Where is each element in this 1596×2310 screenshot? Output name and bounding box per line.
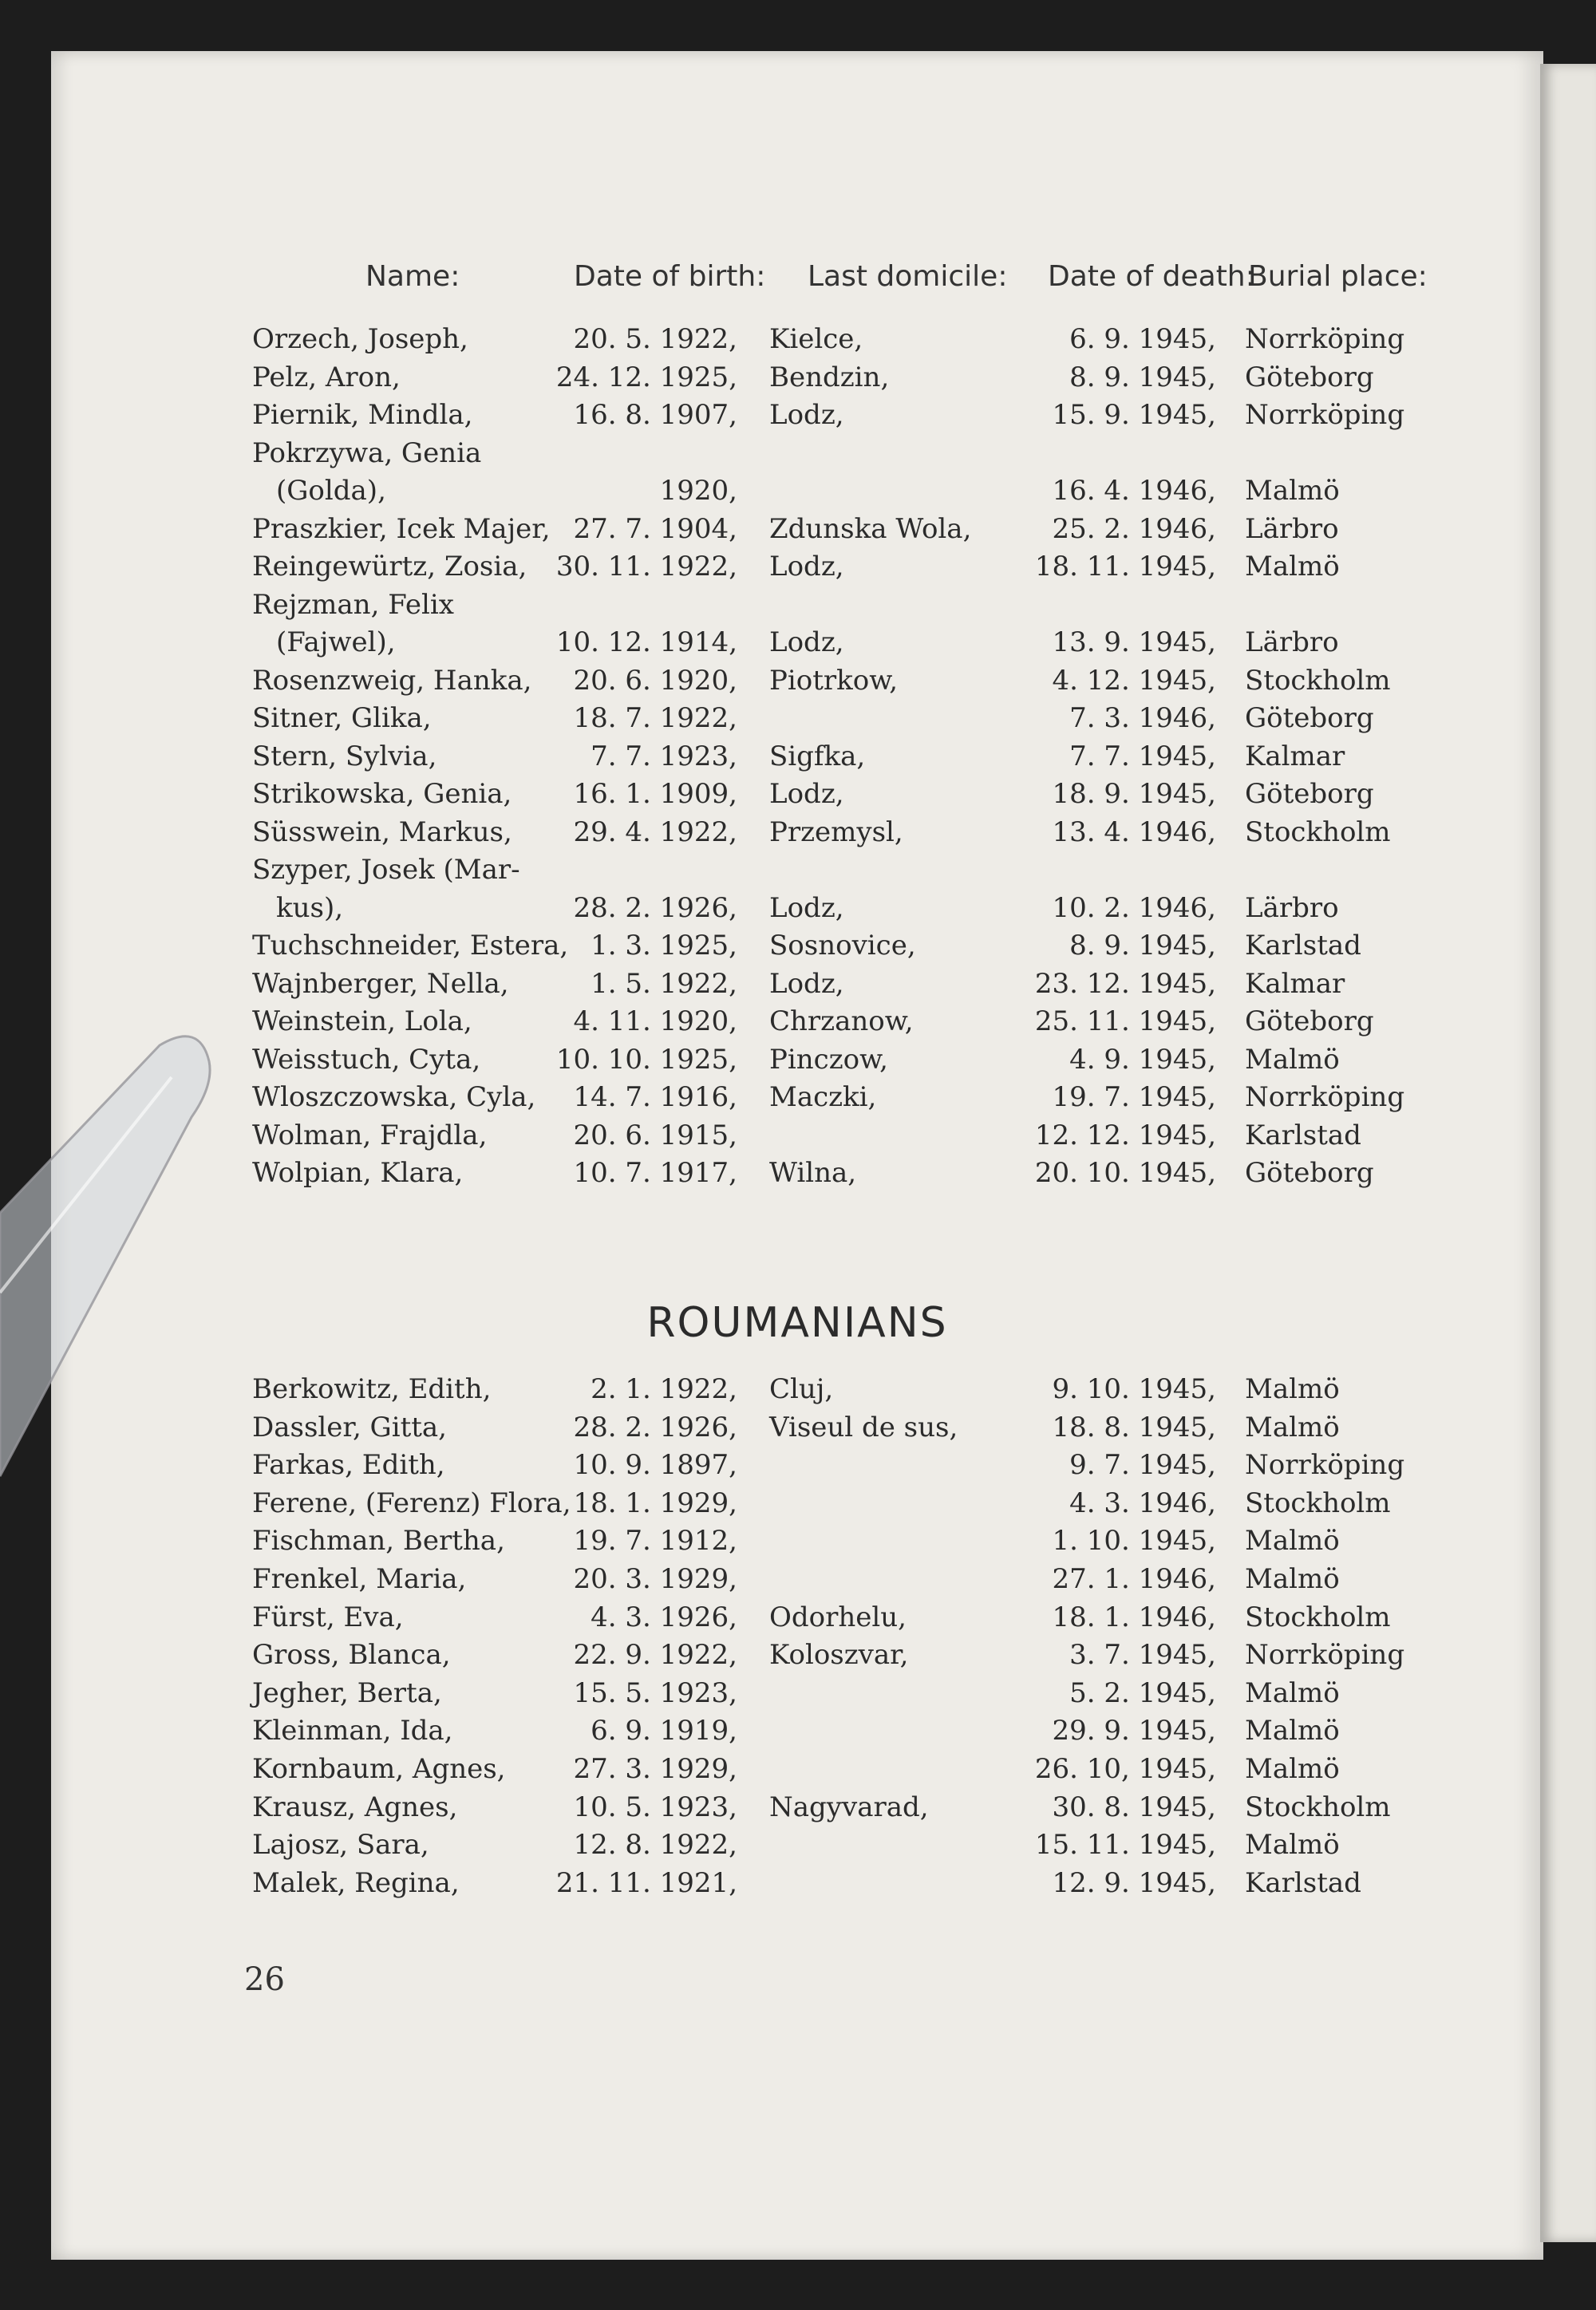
cell-birth: 28. 2. 1926,: [573, 891, 737, 924]
cell-name: (Fajwel),: [276, 626, 396, 658]
cell-domicile: Lodz,: [769, 551, 844, 582]
cell-burial: Malmö: [1245, 1753, 1340, 1785]
cell-name: Rejzman, Felix: [252, 588, 454, 621]
cell-domicile: Lodz,: [769, 967, 844, 1000]
cell-birth: 4. 11. 1920,: [573, 1005, 737, 1037]
cell-domicile: Zdunska Wola,: [769, 512, 972, 545]
cell-name: (Golda),: [276, 475, 386, 507]
cell-burial: Malmö: [1245, 1411, 1340, 1443]
cell-name: Wloszczowska, Cyla,: [252, 1081, 536, 1113]
cell-burial: Stockholm: [1245, 815, 1391, 848]
cell-death: 7. 3. 1946,: [1069, 702, 1216, 734]
cell-name: Kornbaum, Agnes,: [252, 1753, 506, 1785]
cell-birth: 16. 8. 1907,: [573, 399, 737, 431]
cell-name: Lajosz, Sara,: [252, 1829, 429, 1862]
cell-birth: 4. 3. 1926,: [591, 1601, 737, 1633]
cell-burial: Göteborg: [1245, 702, 1374, 734]
cell-domicile: Koloszvar,: [769, 1639, 909, 1672]
cell-death: 8. 9. 1945,: [1069, 361, 1216, 393]
cell-birth: 18. 7. 1922,: [573, 702, 737, 734]
cell-name: Strikowska, Genia,: [252, 778, 512, 810]
cell-name: Kleinman, Ida,: [252, 1715, 453, 1747]
page-number: 26: [244, 1961, 285, 1998]
cell-birth: 20. 3. 1929,: [573, 1563, 737, 1595]
cell-name: Rosenzweig, Hanka,: [252, 664, 532, 697]
cell-domicile: Chrzanow,: [769, 1005, 914, 1037]
cell-name: Fischman, Bertha,: [252, 1525, 505, 1558]
cell-name: Stern, Sylvia,: [252, 740, 437, 772]
header-last-domicile: Last domicile:: [808, 260, 1008, 293]
cell-burial: Karlstad: [1245, 1866, 1361, 1899]
cell-burial: Malmö: [1245, 1829, 1340, 1862]
cell-birth: 18. 1. 1929,: [573, 1487, 737, 1519]
cell-birth: 1. 5. 1922,: [591, 967, 737, 1000]
header-date-of-birth: Date of birth:: [574, 260, 766, 293]
cell-domicile: Sigfka,: [769, 740, 866, 772]
cell-name: Szyper, Josek (Mar-: [252, 854, 520, 886]
cell-burial: Kalmar: [1245, 740, 1345, 772]
cell-burial: Malmö: [1245, 1676, 1340, 1709]
cell-birth: 20. 5. 1922,: [573, 323, 737, 355]
cell-death: 5. 2. 1945,: [1069, 1676, 1216, 1709]
cell-burial: Göteborg: [1245, 778, 1374, 810]
cell-death: 4. 12. 1945,: [1052, 664, 1216, 697]
cell-birth: 19. 7. 1912,: [573, 1525, 737, 1558]
cell-name: Ferene, (Ferenz) Flora,: [252, 1487, 571, 1519]
cell-birth: 24. 12. 1925,: [555, 361, 737, 393]
cell-death: 26. 10, 1945,: [1034, 1753, 1216, 1785]
cell-burial: Lärbro: [1245, 626, 1339, 658]
cell-domicile: Lodz,: [769, 891, 844, 924]
cell-name: Weinstein, Lola,: [252, 1005, 472, 1037]
cell-birth: 30. 11. 1922,: [555, 551, 737, 582]
cell-burial: Malmö: [1245, 1043, 1340, 1076]
next-page-edge: [1540, 64, 1596, 2242]
cell-death: 7. 7. 1945,: [1069, 740, 1216, 772]
cell-name: Gross, Blanca,: [252, 1639, 451, 1672]
cell-birth: 28. 2. 1926,: [573, 1411, 737, 1443]
cell-death: 25. 2. 1946,: [1052, 512, 1216, 545]
cell-death: 13. 4. 1946,: [1052, 815, 1216, 848]
cell-burial: Malmö: [1245, 551, 1340, 582]
cell-death: 1. 10. 1945,: [1052, 1525, 1216, 1558]
cell-name: Krausz, Agnes,: [252, 1791, 458, 1823]
cell-name: Piernik, Mindla,: [252, 399, 473, 431]
cell-death: 8. 9. 1945,: [1069, 930, 1216, 962]
cell-name: Sitner, Glika,: [252, 702, 432, 734]
cell-burial: Norrköping: [1245, 399, 1405, 431]
cell-burial: Stockholm: [1245, 1487, 1391, 1519]
cell-birth: 6. 9. 1919,: [591, 1715, 737, 1747]
header-date-of-death: Date of death:: [1048, 260, 1255, 293]
cell-death: 29. 9. 1945,: [1052, 1715, 1216, 1747]
cell-domicile: Viseul de sus,: [769, 1411, 958, 1443]
cell-death: 15. 11. 1945,: [1034, 1829, 1216, 1862]
cell-domicile: Cluj,: [769, 1373, 834, 1405]
cell-birth: 10. 12. 1914,: [555, 626, 737, 658]
cell-death: 12. 9. 1945,: [1052, 1866, 1216, 1899]
cell-death: 19. 7. 1945,: [1052, 1081, 1216, 1113]
cell-domicile: Przemysl,: [769, 815, 903, 848]
cell-domicile: Sosnovice,: [769, 930, 916, 962]
cell-death: 12. 12. 1945,: [1034, 1119, 1216, 1151]
cell-domicile: Piotrkow,: [769, 664, 899, 697]
cell-birth: 27. 3. 1929,: [573, 1753, 737, 1785]
cell-domicile: Odorhelu,: [769, 1601, 907, 1633]
cell-death: 25. 11. 1945,: [1034, 1005, 1216, 1037]
cell-death: 4. 9. 1945,: [1069, 1043, 1216, 1076]
cell-death: 16. 4. 1946,: [1052, 475, 1216, 507]
cell-name: Orzech, Joseph,: [252, 323, 468, 355]
cell-name: Süsswein, Markus,: [252, 815, 512, 848]
cell-burial: Karlstad: [1245, 930, 1361, 962]
cell-burial: Lärbro: [1245, 512, 1339, 545]
cell-burial: Norrköping: [1245, 1081, 1405, 1113]
cell-name: Pelz, Aron,: [252, 361, 401, 393]
cell-domicile: Lodz,: [769, 626, 844, 658]
cell-name: Wolman, Frajdla,: [252, 1119, 488, 1151]
cell-burial: Malmö: [1245, 1525, 1340, 1558]
cell-birth: 15. 5. 1923,: [573, 1676, 737, 1709]
cell-birth: 16. 1. 1909,: [573, 778, 737, 810]
cell-name: Wolpian, Klara,: [252, 1157, 464, 1189]
cell-death: 4. 3. 1946,: [1069, 1487, 1216, 1519]
cell-death: 18. 11. 1945,: [1034, 551, 1216, 582]
section-title: ROUMANIANS: [646, 1299, 948, 1347]
cell-birth: 12. 8. 1922,: [573, 1829, 737, 1862]
cell-name: Fürst, Eva,: [252, 1601, 404, 1633]
book-page: [51, 51, 1543, 2260]
cell-death: 30. 8. 1945,: [1052, 1791, 1216, 1823]
cell-name: Reingewürtz, Zosia,: [252, 551, 527, 582]
cell-domicile: Pinczow,: [769, 1043, 888, 1076]
cell-death: 6. 9. 1945,: [1069, 323, 1216, 355]
cell-domicile: Kielce,: [769, 323, 863, 355]
cell-burial: Stockholm: [1245, 1601, 1391, 1633]
cell-burial: Norrköping: [1245, 323, 1405, 355]
cell-burial: Norrköping: [1245, 1449, 1405, 1482]
cell-burial: Göteborg: [1245, 361, 1374, 393]
cell-name: Dassler, Gitta,: [252, 1411, 447, 1443]
cell-burial: Malmö: [1245, 1373, 1340, 1405]
cell-birth: 10. 9. 1897,: [573, 1449, 737, 1482]
cell-burial: Stockholm: [1245, 1791, 1391, 1823]
cell-name: Berkowitz, Edith,: [252, 1373, 492, 1405]
cell-name: kus),: [276, 891, 344, 924]
header-name: Name:: [365, 260, 460, 293]
cell-name: Malek, Regina,: [252, 1866, 460, 1899]
cell-burial: Kalmar: [1245, 967, 1345, 1000]
cell-birth: 10. 5. 1923,: [573, 1791, 737, 1823]
cell-burial: Malmö: [1245, 475, 1340, 507]
cell-birth: 7. 7. 1923,: [591, 740, 737, 772]
cell-name: Weisstuch, Cyta,: [252, 1043, 481, 1076]
cell-birth: 20. 6. 1915,: [573, 1119, 737, 1151]
cell-birth: 14. 7. 1916,: [573, 1081, 737, 1113]
cell-death: 15. 9. 1945,: [1052, 399, 1216, 431]
cell-birth: 29. 4. 1922,: [573, 815, 737, 848]
cell-birth: 20. 6. 1920,: [573, 664, 737, 697]
cell-death: 18. 8. 1945,: [1052, 1411, 1216, 1443]
cell-burial: Göteborg: [1245, 1157, 1374, 1189]
cell-name: Wajnberger, Nella,: [252, 967, 509, 1000]
cell-death: 18. 1. 1946,: [1052, 1601, 1216, 1633]
cell-birth: 22. 9. 1922,: [573, 1639, 737, 1672]
cell-burial: Malmö: [1245, 1715, 1340, 1747]
cell-birth: 1920,: [659, 475, 737, 507]
header-burial-place: Burial place:: [1248, 260, 1428, 293]
cell-death: 18. 9. 1945,: [1052, 778, 1216, 810]
cell-name: Jegher, Berta,: [252, 1676, 442, 1709]
cell-burial: Norrköping: [1245, 1639, 1405, 1672]
cell-burial: Lärbro: [1245, 891, 1339, 924]
cell-name: Praszkier, Icek Majer,: [252, 512, 551, 545]
cell-name: Farkas, Edith,: [252, 1449, 445, 1482]
cell-death: 27. 1. 1946,: [1052, 1563, 1216, 1595]
cell-domicile: Nagyvarad,: [769, 1791, 929, 1823]
cell-domicile: Lodz,: [769, 778, 844, 810]
cell-birth: 10. 10. 1925,: [555, 1043, 737, 1076]
cell-death: 13. 9. 1945,: [1052, 626, 1216, 658]
cell-death: 9. 7. 1945,: [1069, 1449, 1216, 1482]
cell-death: 10. 2. 1946,: [1052, 891, 1216, 924]
cell-birth: 1. 3. 1925,: [591, 930, 737, 962]
cell-domicile: Wilna,: [769, 1157, 857, 1189]
cell-burial: Malmö: [1245, 1563, 1340, 1595]
cell-death: 23. 12. 1945,: [1034, 967, 1216, 1000]
cell-burial: Karlstad: [1245, 1119, 1361, 1151]
cell-death: 20. 10. 1945,: [1034, 1157, 1216, 1189]
cell-name: Pokrzywa, Genia: [252, 436, 482, 469]
cell-birth: 2. 1. 1922,: [591, 1373, 737, 1405]
cell-domicile: Lodz,: [769, 399, 844, 431]
cell-burial: Stockholm: [1245, 664, 1391, 697]
cell-birth: 10. 7. 1917,: [573, 1157, 737, 1189]
cell-domicile: Bendzin,: [769, 361, 890, 393]
cell-domicile: Maczki,: [769, 1081, 877, 1113]
cell-death: 9. 10. 1945,: [1052, 1373, 1216, 1405]
cell-name: Tuchschneider, Estera,: [252, 930, 569, 962]
cell-name: Frenkel, Maria,: [252, 1563, 467, 1595]
cell-death: 3. 7. 1945,: [1069, 1639, 1216, 1672]
cell-burial: Göteborg: [1245, 1005, 1374, 1037]
cell-birth: 27. 7. 1904,: [573, 512, 737, 545]
cell-birth: 21. 11. 1921,: [555, 1866, 737, 1899]
